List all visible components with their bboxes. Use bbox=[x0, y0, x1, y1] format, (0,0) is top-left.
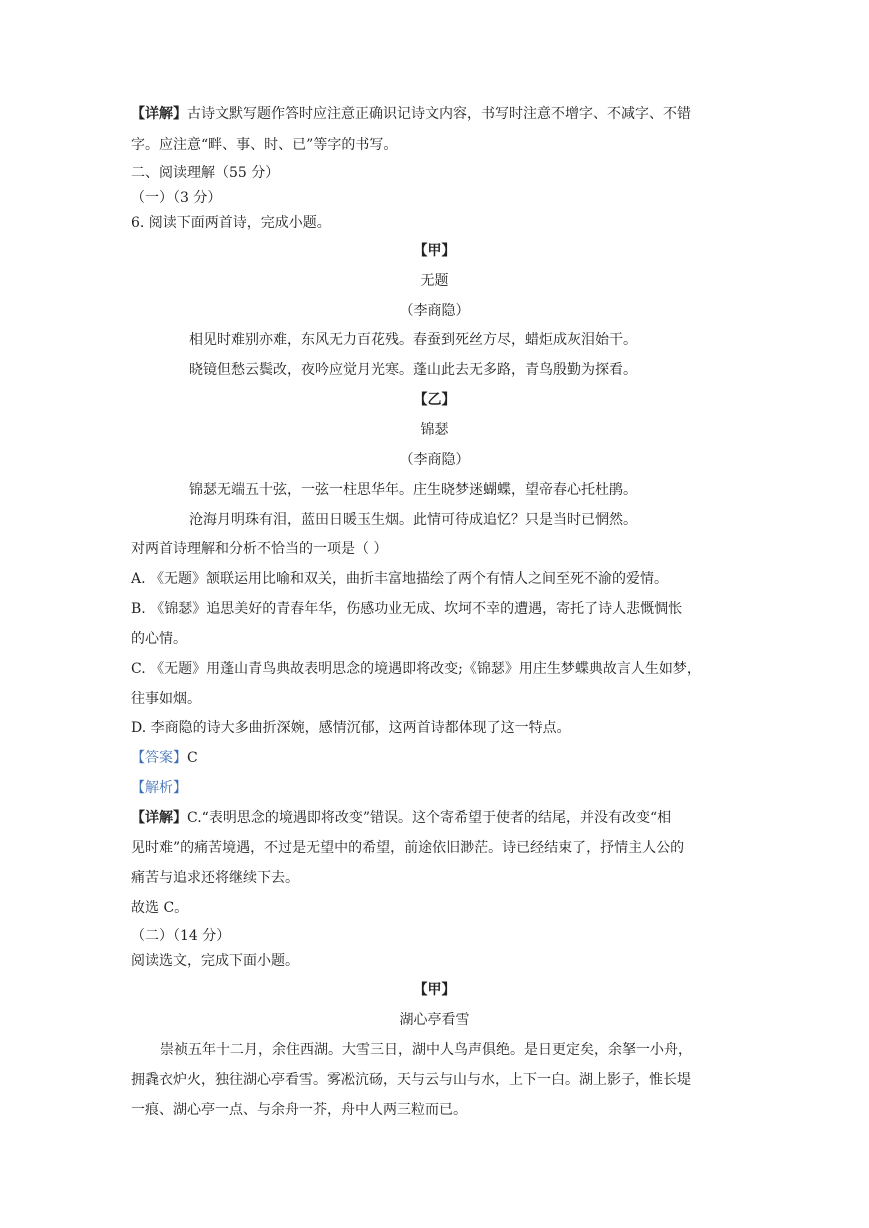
prev-detail-line-2: 字。应注意“畔、事、时、已”等字的书写。 bbox=[131, 137, 398, 153]
answer-line bbox=[131, 748, 198, 768]
option-c-line-2: 往事如烟。 bbox=[131, 691, 201, 707]
detail-text-1: C.“表明思念的境遇即将改变”错误。这个寄希望于使者的结尾，并没有改变“相 bbox=[187, 810, 672, 826]
poem-b-author: （李商隐） bbox=[399, 452, 470, 468]
conclusion: 故选 C。 bbox=[131, 900, 189, 916]
option-b-line-2: 的心情。 bbox=[131, 631, 187, 647]
poem-a-title: 无题 bbox=[420, 273, 449, 289]
answer-tag: 【答案】 bbox=[131, 750, 187, 766]
essay-marker: 【甲】 bbox=[413, 982, 456, 998]
essay-line-1: 崇祯五年十二月，余住西湖。大雪三日，湖中人鸟声俱绝。是日更定矣，余拏一小舟， bbox=[160, 1042, 692, 1058]
section2-heading: 二、阅读理解（55 分） bbox=[131, 165, 280, 181]
poem-b-line-2: 沧海月明珠有泪，蓝田日暖玉生烟。此情可待成追忆？只是当时已惘然。 bbox=[189, 512, 637, 528]
essay-title: 湖心亭看雪 bbox=[399, 1012, 470, 1028]
poem-a-line-1: 相见时难别亦难，东风无力百花残。春蚕到死丝方尽，蜡炬成灰泪始干。 bbox=[189, 332, 637, 348]
poem-a-line-2: 晓镜但愁云鬓改，夜吟应觉月光寒。蓬山此去无多路，青鸟殷勤为探看。 bbox=[189, 362, 637, 378]
poem-a-author: （李商隐） bbox=[399, 303, 470, 319]
option-c-line-1: C. 《无题》用蓬山青鸟典故表明思念的境遇即将改变;《锦瑟》用庄生梦蝶典故言人生如梦， bbox=[131, 661, 701, 677]
analysis-tag: 【解析】 bbox=[131, 780, 187, 796]
option-d: D. 李商隐的诗大多曲折深婉，感情沉郁，这两首诗都体现了这一特点。 bbox=[131, 720, 571, 736]
detail-tag: 【详解】 bbox=[131, 810, 187, 826]
poem-b-title: 锦瑟 bbox=[420, 422, 449, 438]
poem-a-marker: 【甲】 bbox=[413, 243, 456, 259]
detail-line-1 bbox=[131, 808, 671, 828]
option-b-line-1: B. 《锦瑟》追思美好的青春年华，伤感功业无成、坎坷不幸的遭遇，寄托了诗人悲慨惆怅 bbox=[131, 601, 683, 617]
part1-heading: （一）（3 分） bbox=[131, 190, 222, 206]
question-6-stem: 对两首诗理解和分析不恰当的一项是（ ） bbox=[131, 541, 388, 557]
prev-detail-tag: 【详解】 bbox=[131, 106, 187, 122]
prev-detail-text: 古诗文默写题作答时应注意正确识记诗文内容，书写时注意不增字、不减字、不错 bbox=[187, 106, 691, 122]
option-a: A. 《无题》颔联运用比喻和双关，曲折丰富地描绘了两个有情人之间至死不渝的爱情。 bbox=[131, 571, 669, 587]
prev-detail-line-1 bbox=[131, 104, 691, 124]
part2-heading: （二）（14 分） bbox=[131, 928, 231, 944]
detail-line-3: 痛苦与追求还将继续下去。 bbox=[131, 870, 299, 886]
poem-b-marker: 【乙】 bbox=[413, 392, 456, 408]
poem-b-line-1: 锦瑟无端五十弦，一弦一柱思华年。庄生晓梦迷蝴蝶，望帝春心托杜鹃。 bbox=[189, 482, 637, 498]
question-6-prompt: 6. 阅读下面两首诗，完成小题。 bbox=[131, 215, 331, 231]
essay-line-2: 拥毳衣炉火，独往湖心亭看雪。雾凇沆砀，天与云与山与水，上下一白。湖上影子，惟长堤 bbox=[131, 1072, 691, 1088]
part2-prompt: 阅读选文，完成下面小题。 bbox=[131, 953, 299, 969]
essay-line-3: 一痕、湖心亭一点、与余舟一芥，舟中人两三粒而已。 bbox=[131, 1102, 467, 1118]
detail-line-2: 见时难”的痛苦境遇，不过是无望中的希望，前途依旧渺茫。诗已经结束了，抒情主人公的 bbox=[131, 840, 685, 856]
answer-value: C bbox=[187, 750, 198, 766]
